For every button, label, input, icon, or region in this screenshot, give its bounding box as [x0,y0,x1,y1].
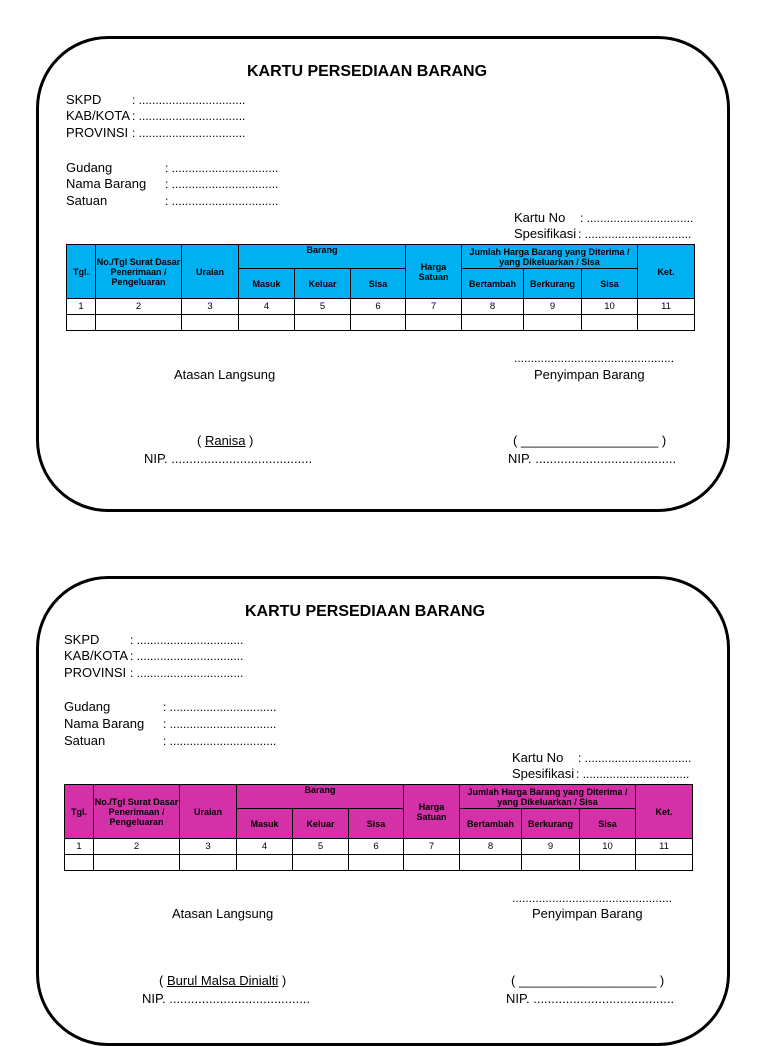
skpd-label: SKPD [66,92,102,107]
header-bertambah: Bertambah [462,269,524,299]
card-title: KARTU PERSEDIAAN BARANG [245,603,486,620]
header-sisa: Sisa [351,269,406,299]
header-uraian: Uraian [180,785,237,839]
nama-barang-field[interactable]: : ................................ [163,717,277,731]
header-keluar: Keluar [295,269,351,299]
header-tgl: Tgl. [65,785,94,839]
header-berkurang: Berkurang [522,809,580,839]
left-signatory: ( Burul Malsa Dinialti ) [159,973,287,988]
header-berkurang: Berkurang [524,269,582,299]
col-number: 7 [406,299,462,315]
header-ket: Ket. [636,785,693,839]
col-number: 8 [462,299,524,315]
atasan-label: Atasan Langsung [172,906,274,921]
kartu-no-label: Kartu No [512,750,564,765]
nip-right: NIP. ....................................... [508,451,677,466]
col-number: 10 [580,839,636,855]
right-signatory: ( ___________________ ) [511,973,665,988]
header-no-tgl: No./Tgl Surat Dasar Penerimaan / Pengeluaran [96,245,182,299]
satuan-field[interactable]: : ................................ [163,734,277,748]
header-sisa: Sisa [349,809,404,839]
skpd-field[interactable]: : ................................ [130,633,244,647]
kab-field[interactable]: : ................................ [130,649,244,663]
header-tgl: Tgl. [67,245,96,299]
satuan-label: Satuan [64,733,106,748]
provinsi-label: PROVINSI [66,125,129,140]
spesifikasi-label: Spesifikasi [514,226,577,241]
inventory-table [64,784,693,871]
card-title: KARTU PERSEDIAAN BARANG [247,63,488,80]
table-row[interactable] [67,315,695,331]
kab-label: KAB/KOTA [64,648,129,663]
satuan-field[interactable]: : ................................ [165,194,279,208]
col-number: 10 [582,299,638,315]
col-number: 11 [638,299,695,315]
atasan-label: Atasan Langsung [174,367,276,382]
nip-left: NIP. ....................................... [142,991,311,1006]
penyimpan-label: Penyimpan Barang [532,906,643,921]
header-uraian: Uraian [182,245,239,299]
col-number: 9 [522,839,580,855]
gudang-field[interactable]: : ................................ [165,161,279,175]
nama-barang-label: Nama Barang [66,176,147,191]
header-no-tgl: No./Tgl Surat Dasar Penerimaan / Pengeluaran [94,785,180,839]
header-masuk: Masuk [237,809,293,839]
satuan-label: Satuan [66,193,108,208]
left-signatory-name: Burul Malsa Dinialti [166,973,279,988]
col-number: 3 [182,299,239,315]
kab-label: KAB/KOTA [66,108,131,123]
gudang-label: Gudang [64,699,111,714]
header-jumlah-harga: Jumlah Harga Barang yang Diterima / yang Dikeluarkan / Sisa [462,245,638,269]
header-barang: Barang [239,245,406,269]
left-signatory: ( Ranisa ) [197,433,254,448]
nama-barang-label: Nama Barang [64,716,145,731]
col-number: 3 [180,839,237,855]
col-number: 5 [293,839,349,855]
col-number: 1 [65,839,94,855]
col-number: 4 [237,839,293,855]
right-signatory: ( ___________________ ) [513,433,667,448]
table-row[interactable] [65,855,693,871]
penyimpan-label: Penyimpan Barang [534,367,645,382]
gudang-field[interactable]: : ................................ [163,700,277,714]
col-number: 8 [460,839,522,855]
header-sisa-jumlah: Sisa [582,269,638,299]
skpd-field[interactable]: : ................................ [132,93,246,107]
provinsi-label: PROVINSI [64,665,127,680]
col-number: 2 [94,839,180,855]
nama-barang-field[interactable]: : ................................ [165,177,279,191]
col-number: 7 [404,839,460,855]
header-jumlah-harga: Jumlah Harga Barang yang Diterima / yang Dikeluarkan / Sisa [460,785,636,809]
header-masuk: Masuk [239,269,295,299]
header-bertambah: Bertambah [460,809,522,839]
spesifikasi-field[interactable]: : ................................ [578,227,692,241]
spesifikasi-label: Spesifikasi [512,766,575,781]
nip-left: NIP. ....................................... [144,451,313,466]
header-keluar: Keluar [293,809,349,839]
nip-right: NIP. ....................................... [506,991,675,1006]
col-number: 1 [67,299,96,315]
left-signatory-name: Ranisa [204,433,246,448]
header-sisa-jumlah: Sisa [580,809,636,839]
provinsi-field[interactable]: : ................................ [130,666,244,680]
signature-dots: ................................................ [514,351,675,365]
col-number: 2 [96,299,182,315]
col-number: 5 [295,299,351,315]
kab-field[interactable]: : ................................ [132,109,246,123]
kartu-no-field[interactable]: : ................................ [578,751,692,765]
col-number: 4 [239,299,295,315]
col-number: 9 [524,299,582,315]
header-ket: Ket. [638,245,695,299]
signature-dots: ................................................ [512,891,673,905]
kartu-no-label: Kartu No [514,210,566,225]
col-number: 6 [349,839,404,855]
spesifikasi-field[interactable]: : ................................ [576,767,690,781]
col-number: 6 [351,299,406,315]
skpd-label: SKPD [64,632,100,647]
inventory-table [66,244,695,331]
provinsi-field[interactable]: : ................................ [132,126,246,140]
kartu-no-field[interactable]: : ................................ [580,211,694,225]
header-barang: Barang [237,785,404,809]
col-number: 11 [636,839,693,855]
header-harga-satuan: Harga Satuan [406,245,462,299]
gudang-label: Gudang [66,160,113,175]
header-harga-satuan: Harga Satuan [404,785,460,839]
